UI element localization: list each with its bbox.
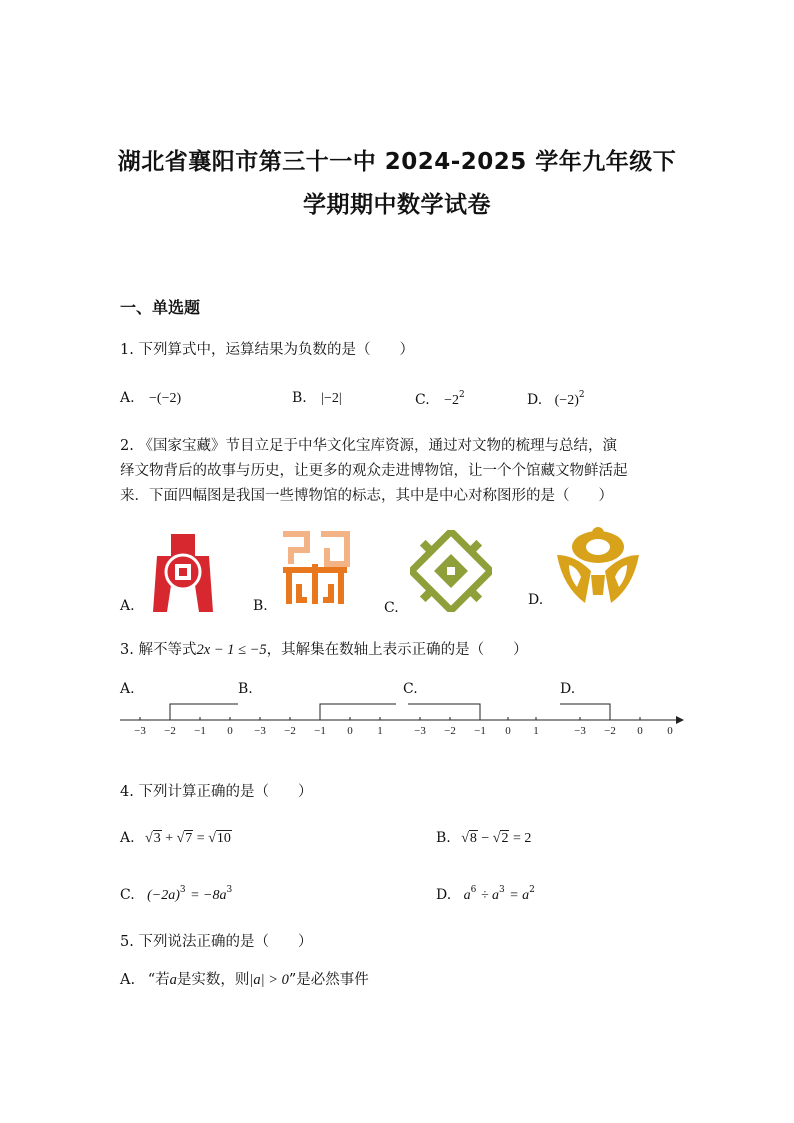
q3-d-tick-2: −2 xyxy=(604,725,616,737)
q2-logo-a[interactable] xyxy=(143,528,223,612)
q3-number-lines xyxy=(118,698,688,742)
q5-option-a[interactable] xyxy=(120,968,369,993)
q3-a-tick-4: 0 xyxy=(227,725,233,737)
q3-b-label[interactable]: B. xyxy=(238,681,253,697)
q4-a-expr: √3 + √7 = √10 xyxy=(145,831,231,846)
q4-option-d[interactable] xyxy=(436,885,535,904)
q3-stem-pre: 3. 解不等式 xyxy=(120,642,197,658)
page-title-line1: 湖北省襄阳市第三十一中 2024-2025 学年九年级下 xyxy=(117,149,677,175)
q3-b-tick-4: 0 xyxy=(347,725,353,737)
number-line-arrow xyxy=(676,716,684,724)
q1-c-label: C. xyxy=(415,392,430,408)
q5-a-text1: “若 xyxy=(147,972,170,988)
q4-option-a[interactable] xyxy=(120,830,232,847)
q3-d-tick-1: −3 xyxy=(574,725,586,737)
q5-stem: 5. 下列说法正确的是（ ） xyxy=(120,934,313,950)
q4-d-expr2: ÷ a xyxy=(480,888,500,903)
q2-stem-line3: 来．下面四幅图是我国一些博物馆的标志，其中是中心对称图形的是（ ） xyxy=(120,488,613,504)
q3-d-label[interactable]: D. xyxy=(560,681,576,697)
q3-extra-tick: 0 xyxy=(667,725,673,737)
q4-a-label: A. xyxy=(120,830,135,846)
q3-b-tick-2: −2 xyxy=(284,725,296,737)
q2-b-label[interactable]: B. xyxy=(253,598,268,614)
q1-d-label: D. xyxy=(527,392,543,408)
q1-stem: 1. 下列算式中，运算结果为负数的是（ ） xyxy=(120,342,414,358)
q3-c-tick-4: 0 xyxy=(505,725,511,737)
q3-stem xyxy=(120,638,528,663)
q4-d-expr1: a xyxy=(463,888,471,903)
q2-d-label[interactable]: D. xyxy=(528,592,544,608)
q1-d-expr: (−2) xyxy=(554,393,579,408)
q3-b-tick-3: −1 xyxy=(314,725,326,737)
q4-stem: 4. 下列计算正确的是（ ） xyxy=(120,784,313,800)
q4-b-rhs: 2 xyxy=(524,831,532,846)
q4-d-expr3: = a xyxy=(509,888,530,903)
q3-d-tick-3: 0 xyxy=(637,725,643,737)
q1-a-expr: −(−2) xyxy=(149,391,182,406)
q2-logo-b[interactable] xyxy=(277,528,353,608)
q4-c-sup2: 3 xyxy=(226,885,233,895)
q3-c-tick-1: −3 xyxy=(414,725,426,737)
q3-a-bracket xyxy=(170,704,238,720)
q5-a-expr: |a| > 0 xyxy=(249,972,289,988)
q2-logo-d[interactable] xyxy=(555,525,641,605)
q4-b-expr: √8 − √2 = 2 xyxy=(461,831,532,846)
q1-option-d[interactable] xyxy=(527,390,585,409)
q1-b-label: B. xyxy=(292,390,307,406)
q4-a-radicand-1: 3 xyxy=(153,831,161,846)
q1-c-sup: 2 xyxy=(459,390,465,400)
q3-a-tick-1: −3 xyxy=(134,725,146,737)
section-heading: 一、单选题 xyxy=(120,298,201,317)
q2-stem-line1: 2. 《国家宝藏》节目立足于中华文化宝库资源，通过对文物的梳理与总结，演 xyxy=(120,438,617,454)
q5-a-var: a xyxy=(169,972,177,988)
q4-b-label: B. xyxy=(436,830,451,846)
q4-d-sup3: 2 xyxy=(529,885,535,895)
q4-b-radicand-2: 2 xyxy=(501,831,509,846)
q3-a-tick-2: −2 xyxy=(164,725,176,737)
q4-d-sup1: 6 xyxy=(470,885,477,895)
q4-b-radicand-1: 8 xyxy=(469,831,477,846)
q3-c-bracket xyxy=(408,704,480,720)
q3-b-tick-1: −3 xyxy=(254,725,266,737)
q5-a-label: A. xyxy=(120,972,136,988)
q4-a-radicand-2: 7 xyxy=(185,831,193,846)
q3-b-tick-5: 1 xyxy=(377,725,383,737)
q5-a-text3: ”是必然事件 xyxy=(288,972,369,988)
q3-c-tick-2: −2 xyxy=(444,725,456,737)
q1-option-b[interactable] xyxy=(292,390,342,407)
q1-d-sup: 2 xyxy=(578,390,585,400)
q3-d-bracket xyxy=(560,704,610,720)
q4-c-rhs: = −8a xyxy=(190,888,227,903)
q4-c-expr: (−2a) xyxy=(147,888,180,903)
q4-c-label: C. xyxy=(120,887,135,903)
q2-c-label[interactable]: C. xyxy=(384,600,399,616)
q2-logo-c[interactable] xyxy=(410,530,492,612)
q1-a-label: A. xyxy=(120,390,135,406)
q3-stem-post: ，其解集在数轴上表示正确的是（ ） xyxy=(266,642,528,658)
q1-option-c[interactable] xyxy=(415,390,465,409)
q1-b-expr: |−2| xyxy=(321,391,342,406)
q4-d-sup2: 3 xyxy=(499,885,505,895)
q3-b-bracket xyxy=(320,704,396,720)
q4-option-b[interactable] xyxy=(436,830,531,847)
q4-option-c[interactable] xyxy=(120,885,232,904)
q3-a-label[interactable]: A. xyxy=(120,681,135,697)
page-title-line2: 学期期中数学试卷 xyxy=(303,192,491,218)
q4-a-radicand-3: 10 xyxy=(216,831,231,846)
q2-stem-line2: 绎文物背后的故事与历史，让更多的观众走进博物馆，让一个个馆藏文物鲜活起 xyxy=(120,463,628,479)
q3-a-tick-3: −1 xyxy=(194,725,206,737)
q3-inequality: 2x − 1 ≤ −5 xyxy=(196,642,267,658)
q3-c-label[interactable]: C. xyxy=(403,681,418,697)
q5-a-text2: 是实数，则 xyxy=(176,972,250,988)
q4-d-label: D. xyxy=(436,887,452,903)
q1-option-a[interactable] xyxy=(120,390,181,407)
q4-c-sup: 3 xyxy=(179,885,186,895)
q2-a-label[interactable]: A. xyxy=(120,598,135,614)
q3-c-tick-3: −1 xyxy=(474,725,486,737)
q1-c-expr: −2 xyxy=(444,393,460,408)
q3-c-tick-5: 1 xyxy=(533,725,539,737)
